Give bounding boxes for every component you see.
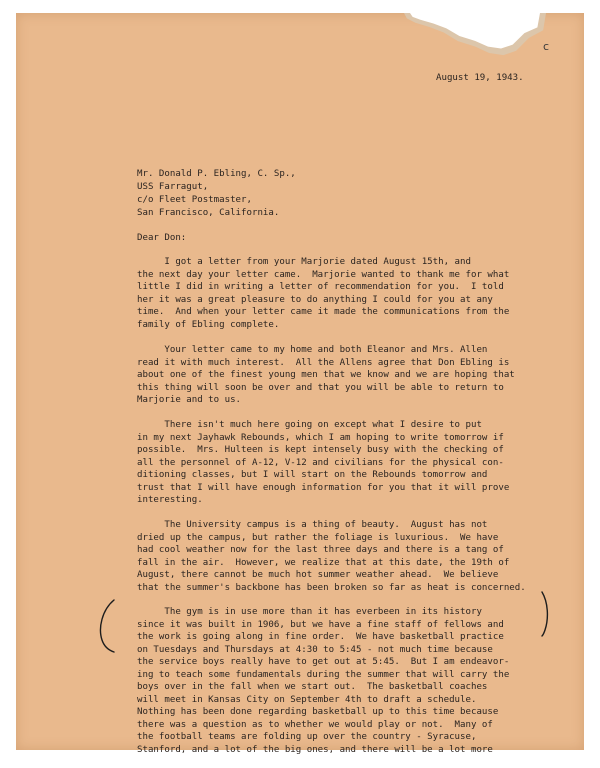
body-line: The gym is in use more than it has everbeen in its history xyxy=(137,607,482,617)
body-line: Nothing has been done regarding basketball up to this time because xyxy=(137,707,499,717)
body-line: possible. Mrs. Hulteen is kept intensely busy with the checking of xyxy=(137,445,504,455)
address-line-2: USS Farragut, xyxy=(137,182,209,192)
body-line: trust that I will have enough information for you that it will prove xyxy=(137,482,510,493)
body-line: had cool weather now for the last three days and there is a tang of xyxy=(137,545,504,555)
body-line: the service boys really have to get out at 5:45. But I am endeavor- xyxy=(137,657,510,667)
body-line: that the summer's backbone has been broken so far as heat is concerned. xyxy=(137,582,526,593)
body-line: the next day your letter came. Marjorie wanted to thank me for what xyxy=(137,269,510,280)
body-line: since it was built in 1906, but we have a fine staff of fellows and xyxy=(137,619,504,630)
body-line: little I did in writing a letter of recommendation for you. I told xyxy=(137,282,504,292)
body-line: boys over in the fall when we start out. The basketball coaches xyxy=(137,682,488,692)
right-margin-bracket xyxy=(536,590,556,638)
address-line-3: c/o Fleet Postmaster, xyxy=(137,195,252,205)
body-line: Stanford, and a lot of the big ones, and there will be a lot more xyxy=(137,744,493,755)
salutation: Dear Don: xyxy=(137,233,187,243)
body-line: dried up the campus, but rather the foliage is luxurious. We have xyxy=(137,532,499,543)
body-line: interesting. xyxy=(137,495,203,505)
body-line: Your letter came to my home and both Eleanor and Mrs. Allen xyxy=(137,345,488,355)
letter-date: August 19, 1943. xyxy=(436,73,524,83)
body-line: ditioning classes, but I will start on the Rebounds tomorrow and xyxy=(137,470,488,480)
body-line: August, there cannot be much hot summer weather ahead. We believe xyxy=(137,570,499,580)
body-line: this thing will soon be over and that you will be able to return to xyxy=(137,382,504,393)
archive-mark: c xyxy=(543,40,550,53)
body-line: read it with much interest. All the Allens agree that Don Ebling is xyxy=(137,357,510,368)
body-line: on Tuesdays and Thursdays at 4:30 to 5:45 - not much time because xyxy=(137,644,493,655)
body-line: The University campus is a thing of beauty. August has not xyxy=(137,520,488,530)
body-line: family of Ebling complete. xyxy=(137,319,280,330)
address-line-1: Mr. Donald P. Ebling, C. Sp., xyxy=(137,169,296,179)
body-line: ing to teach some fundamentals during the summer that will carry the xyxy=(137,669,510,680)
body-line: about one of the finest young men that we know and we are hoping that xyxy=(137,370,515,380)
body-line: the work is going along in fine order. We have basketball practice xyxy=(137,632,504,642)
body-line: her it was a great pleasure to do anything I could for you at any xyxy=(137,294,493,305)
address-line-4: San Francisco, California. xyxy=(137,208,280,218)
left-margin-bracket xyxy=(92,598,120,654)
body-line: I got a letter from your Marjorie dated August 15th, and xyxy=(137,257,471,267)
body-line: Marjorie and to us. xyxy=(137,395,242,405)
body-line: all the personnel of A-12, V-12 and civilians for the physical con- xyxy=(137,457,504,468)
body-line: time. And when your letter came it made the communications from the xyxy=(137,307,510,317)
body-line: will meet in Kansas City on September 4th to draft a schedule. xyxy=(137,694,477,705)
body-line: in my next Jayhawk Rebounds, which I am hoping to write tomorrow if xyxy=(137,432,504,443)
body-line: the football teams are folding up over the country - Syracuse, xyxy=(137,732,477,742)
body-line: There isn't much here going on except what I desire to put xyxy=(137,420,482,430)
body-line: fall in the air. However, we realize that at this date, the 19th of xyxy=(137,557,510,568)
body-line: there was a question as to whether we would play or not. Many of xyxy=(137,719,493,730)
